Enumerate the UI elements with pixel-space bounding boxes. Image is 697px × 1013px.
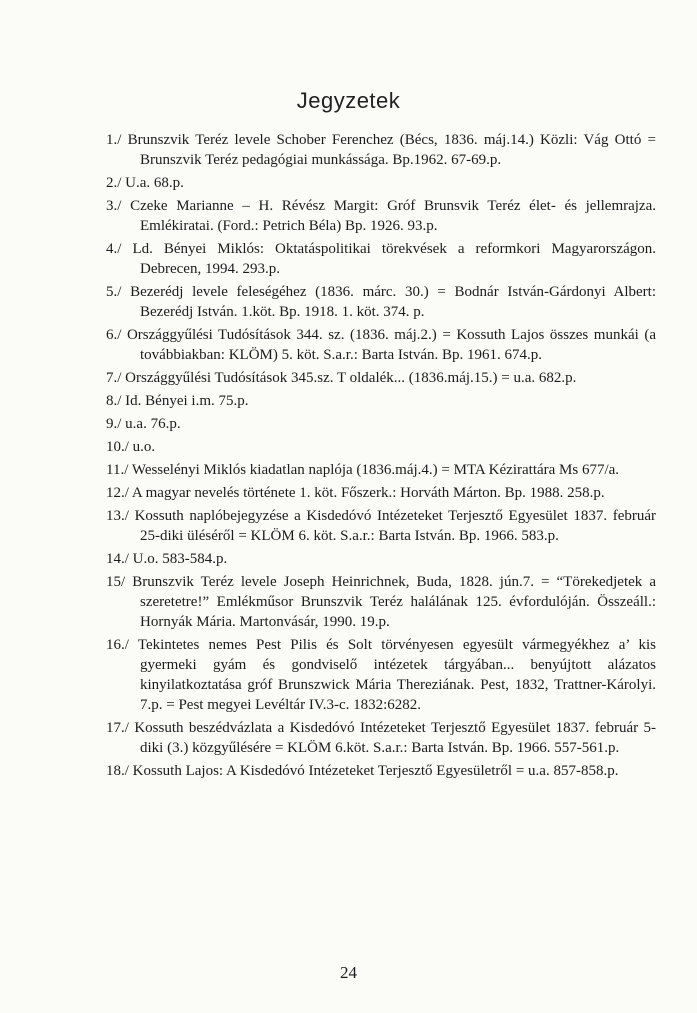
note-text: Brunszvik Teréz levele Joseph Heinrichnek, Buda, 1828. jún.7. = “Törekedjetek a szeretetre!” Emlékműsor Brunszvik Teréz halálának 125. évfordulóján. Összeáll.: Hornyák Mária. Martonvásár, 1990. 19.p.	[132, 574, 657, 630]
note-text: Czeke Marianne – H. Révész Margit: Gróf Brunsvik Teréz élet- és jellemrajza. Emlékiratai. (Ford.: Petrich Béla) Bp. 1926. 93.p.	[130, 198, 656, 234]
note-item	[106, 635, 656, 715]
note-item	[106, 718, 656, 758]
notes-list	[106, 130, 656, 784]
note-text: u.a. 76.p.	[125, 416, 181, 432]
note-item	[106, 437, 656, 457]
note-text: Kossuth beszédvázlata a Kisdedóvó Intézeteket Terjesztő Egyesület 1837. február 5-diki (3.) közgyűlésére = KLÖM 6.köt. S.a.r.: Barta István. Bp. 1966. 557-561.p.	[134, 720, 656, 756]
note-number: 14./	[106, 551, 129, 567]
note-item	[106, 391, 656, 411]
note-item	[106, 196, 656, 236]
note-item	[106, 572, 656, 632]
note-item	[106, 282, 656, 322]
note-number: 10./	[106, 439, 129, 455]
page-number: 24	[340, 963, 357, 982]
note-number: 11./	[106, 462, 129, 478]
note-number: 8./	[106, 393, 122, 409]
note-text: Id. Bényei i.m. 75.p.	[125, 393, 249, 409]
note-item	[106, 173, 656, 193]
note-number: 1./	[106, 132, 122, 148]
note-number: 17./	[106, 720, 129, 736]
note-number: 2./	[106, 175, 122, 191]
note-text: u.o.	[132, 439, 156, 455]
note-text: Bezerédj levele feleségéhez (1836. márc. 30.) = Bodnár István-Gárdonyi Albert: Bezerédj István. 1.köt. Bp. 1918. 1. köt. 374. p.	[130, 284, 656, 320]
note-number: 15/	[106, 574, 126, 590]
note-text: U.a. 68.p.	[125, 175, 184, 191]
note-number: 3./	[106, 198, 122, 214]
note-text: Országgyűlési Tudósítások 345.sz. T oldalék... (1836.máj.15.) = u.a. 682.p.	[125, 370, 577, 386]
note-text: Brunszvik Teréz levele Schober Ferenchez (Bécs, 1836. máj.14.) Közli: Vág Ottó = Brunszvik Teréz pedagógiai munkássága. Bp.1962. 67-69.p.	[127, 132, 657, 168]
note-number: 13./	[106, 508, 129, 524]
note-item	[106, 483, 656, 503]
note-item	[106, 130, 656, 170]
page-title: Jegyzetek	[296, 88, 401, 113]
note-number: 6./	[106, 327, 122, 343]
note-text: Kossuth naplóbejegyzése a Kisdedóvó Intézeteket Terjesztő Egyesület 1837. február 25-diki üléséről = KLÖM 6. köt. S.a.r.: Barta István. Bp. 1966. 583.p.	[134, 508, 657, 544]
note-item	[106, 761, 656, 781]
note-number: 5./	[106, 284, 122, 300]
note-text: A magyar nevelés története 1. köt. Főszerk.: Horváth Márton. Bp. 1988. 258.p.	[131, 485, 605, 501]
note-number: 9./	[106, 416, 122, 432]
note-text: Országgyűlési Tudósítások 344. sz. (1836. máj.2.) = Kossuth Lajos összes munkái (a továbbiakban: KLÖM) 5. köt. S.a.r.: Barta István. Bp. 1961. 674.p.	[126, 327, 656, 363]
note-number: 18./	[106, 763, 129, 779]
note-text: U.o. 583-584.p.	[132, 551, 228, 567]
note-number: 12./	[106, 485, 129, 501]
note-text: Kossuth Lajos: A Kisdedóvó Intézeteket Terjesztő Egyesületről = u.a. 857-858.p.	[132, 763, 619, 779]
note-number: 4./	[106, 241, 122, 257]
note-number: 7./	[106, 370, 122, 386]
note-item	[106, 549, 656, 569]
note-item	[106, 506, 656, 546]
note-item	[106, 368, 656, 388]
note-item	[106, 239, 656, 279]
note-text: Ld. Bényei Miklós: Oktatáspolitikai törekvések a reformkori Magyarországon. Debrecen, 1994. 293.p.	[132, 241, 657, 277]
note-item	[106, 325, 656, 365]
note-item	[106, 414, 656, 434]
note-text: Tekintetes nemes Pest Pilis és Solt törvényesen egyesült vármegyékhez a’ kis gyermeki gyám és gondviselő intézetek tárgyában... benyújtott alázatos kinyilatkoztatása gróf Brunszwick Mária Thereziának. Pest, 1832, Trattner-Károlyi. 7.p. = Pest megyei Levéltár IV.3-c. 1832:6282.	[137, 637, 656, 713]
note-text: Wesselényi Miklós kiadatlan naplója (1836.máj.4.) = MTA Kézirattára Ms 677/a.	[131, 462, 620, 478]
note-number: 16./	[106, 637, 129, 653]
note-item	[106, 460, 656, 480]
